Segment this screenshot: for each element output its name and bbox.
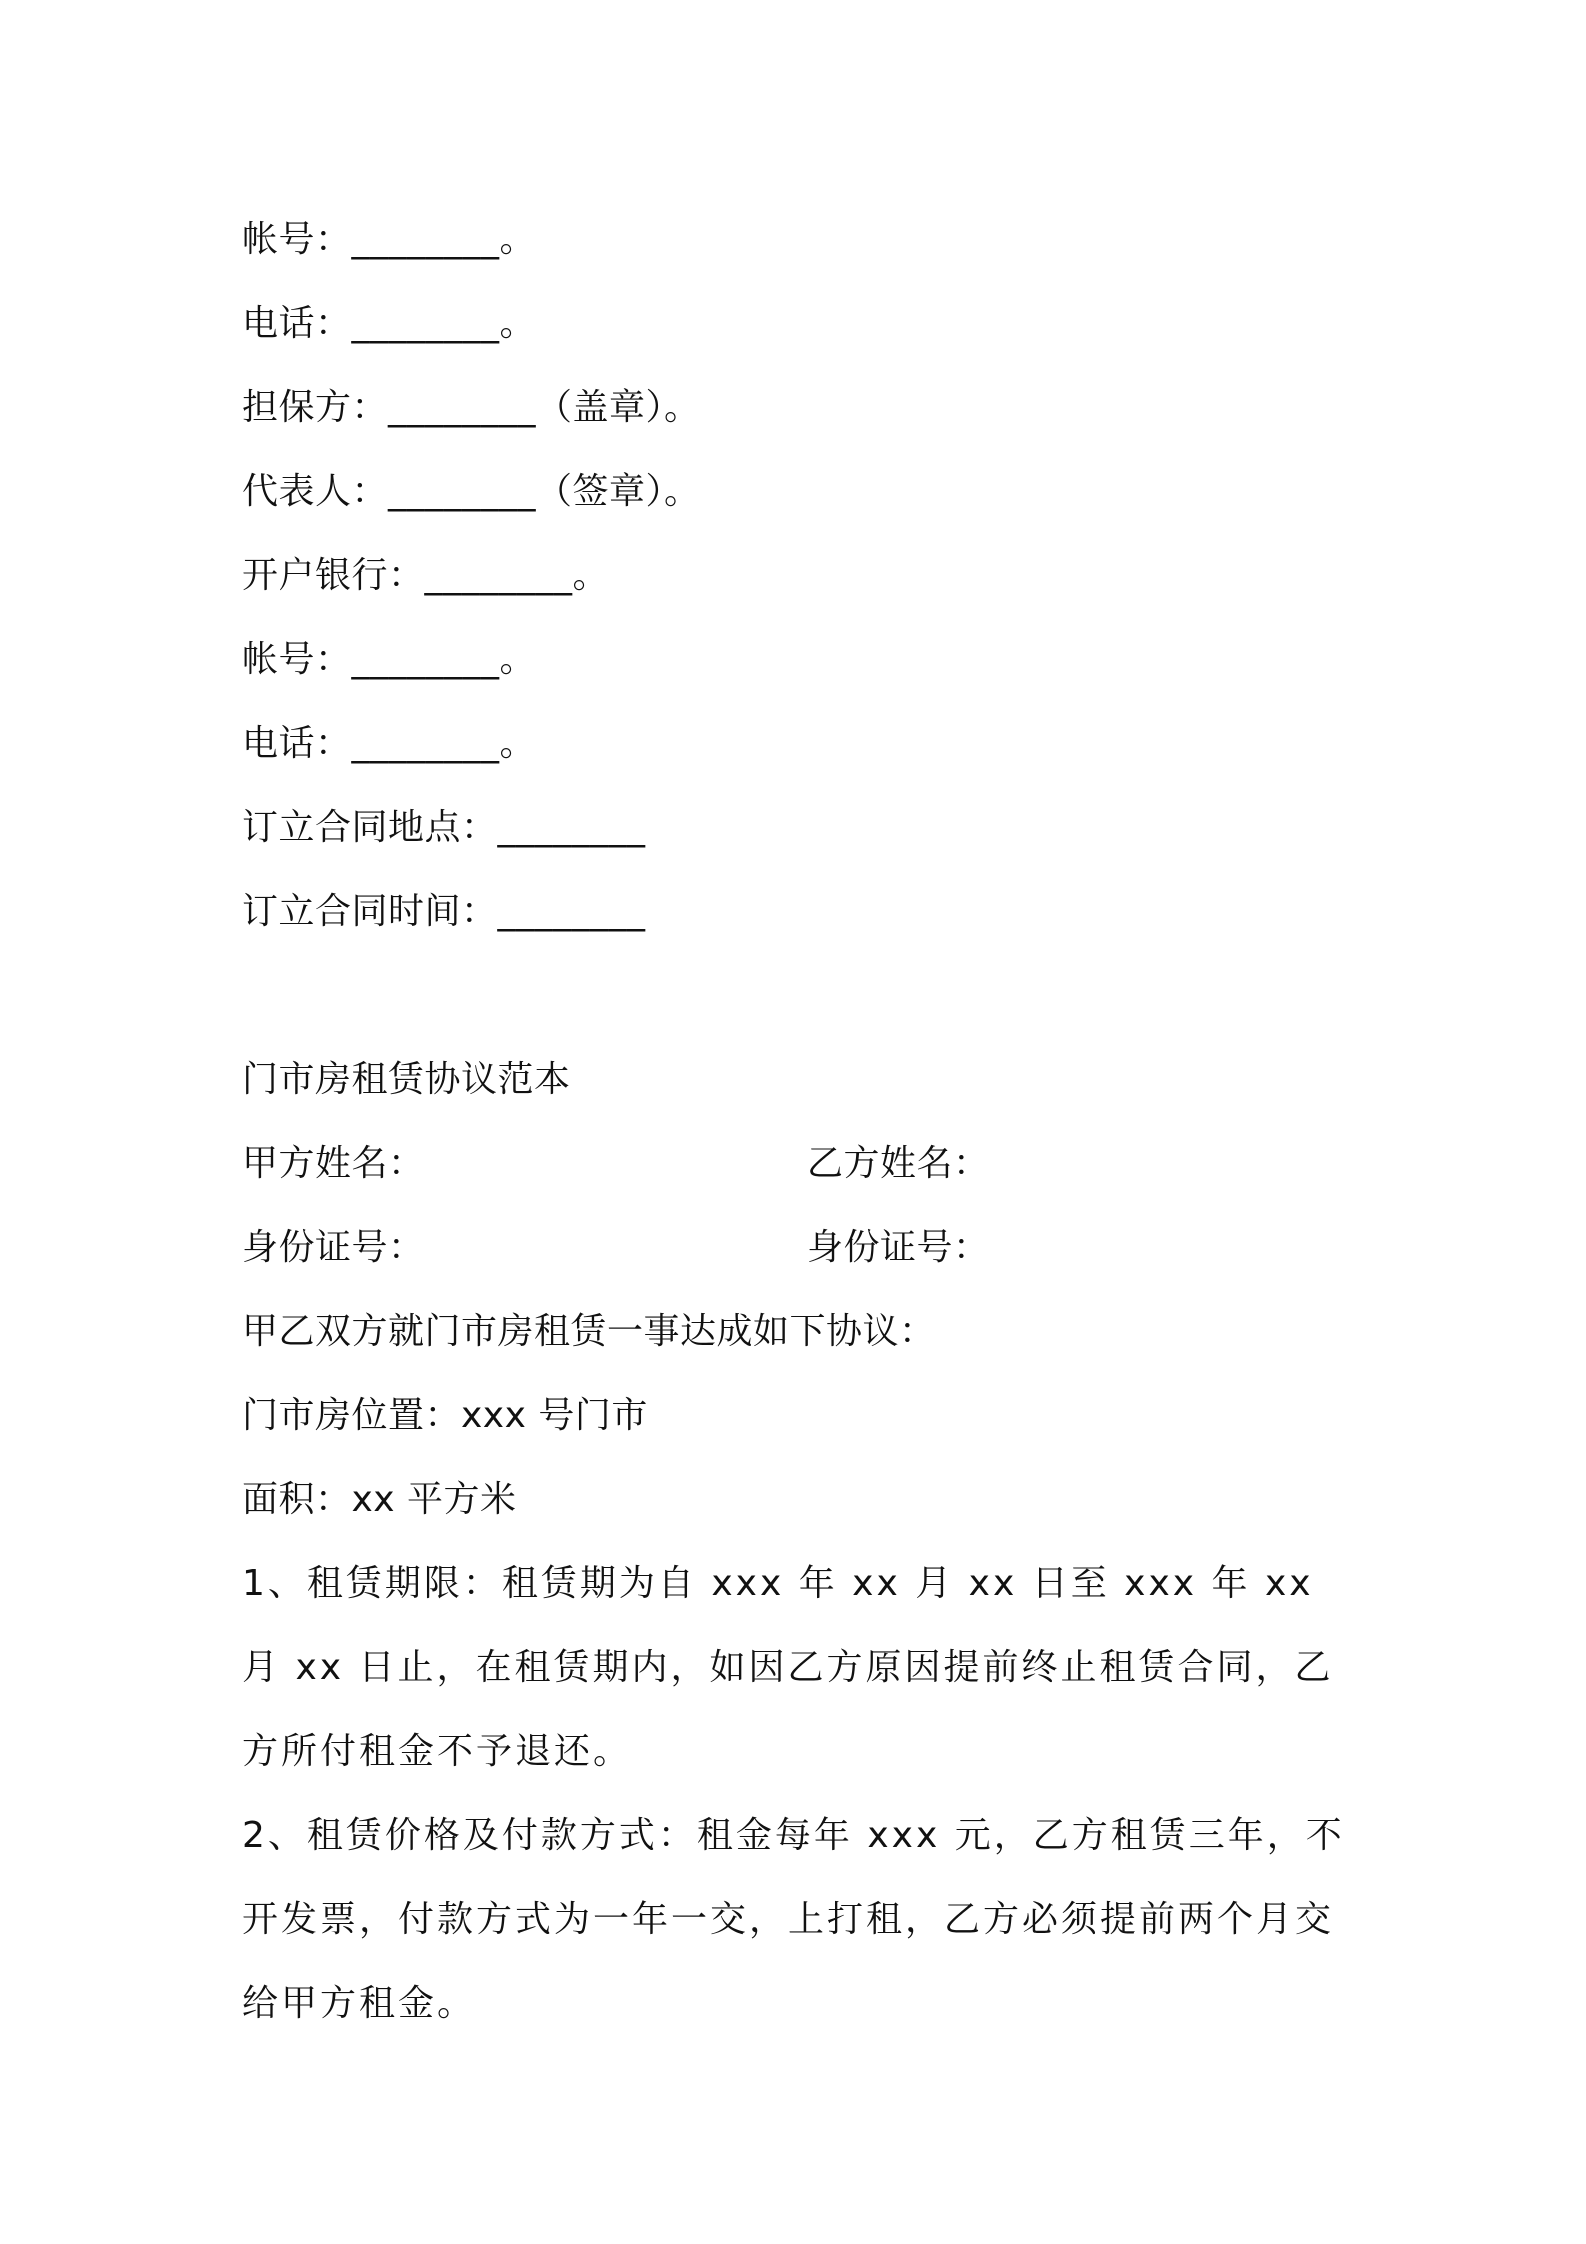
clause-price-payment: 2、租赁价格及付款方式：租金每年 xxx 元，乙方租赁三年，不开发票，付款方式为一年一交，上打租，乙方必须提前两个月交给甲方租金。 <box>242 1815 1345 2024</box>
document-content <box>242 198 1362 2046</box>
party-b-name-label: 乙方姓名： <box>807 1143 990 1184</box>
party-names-row <box>242 1122 1362 1206</box>
party-ids-row <box>242 1206 1362 1290</box>
clause-lease-term: 1、租赁期限：租赁期为自 xxx 年 xx 月 xx 日至 xxx 年 xx 月 xx 日止，在租赁期内，如因乙方原因提前终止租赁合同，乙方所付租金不予退还。 <box>242 1563 1334 1772</box>
agreement-title: 门市房租赁协议范本 <box>242 1059 571 1100</box>
shop-area: 面积：xx 平方米 <box>242 1479 517 1520</box>
guarantor-line: 担保方：________（盖章）。 <box>242 387 701 428</box>
guarantor-phone-line: 电话：________。 <box>242 723 537 764</box>
party-b-id-label: 身份证号： <box>807 1227 990 1268</box>
agreement-intro: 甲乙双方就门市房租赁一事达成如下协议： <box>242 1311 936 1352</box>
guarantor-account-number-line: 帐号：________。 <box>242 639 537 680</box>
phone-line: 电话：________。 <box>242 303 537 344</box>
account-number-line: 帐号：________。 <box>242 219 537 260</box>
party-a-name-label: 甲方姓名： <box>242 1143 425 1184</box>
bank-line: 开户银行：________。 <box>242 555 610 596</box>
contract-time-line: 订立合同时间：________ <box>242 891 646 932</box>
representative-line: 代表人：________（签章）。 <box>242 471 701 512</box>
shop-location: 门市房位置：xxx 号门市 <box>242 1395 648 1436</box>
section-spacer <box>242 954 1362 1038</box>
contract-place-line: 订立合同地点：________ <box>242 807 646 848</box>
party-a-id-label: 身份证号： <box>242 1227 425 1268</box>
